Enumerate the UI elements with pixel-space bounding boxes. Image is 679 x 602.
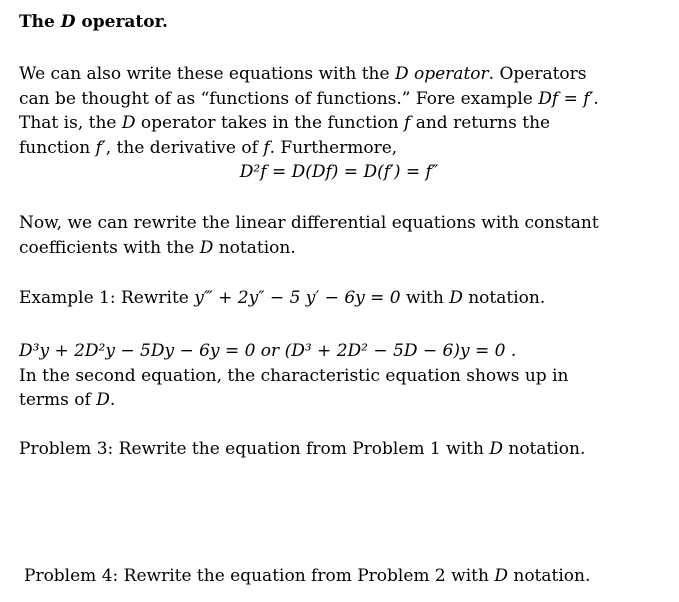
intro-line-1: We can also write these equations with the D operator. Operators <box>19 64 587 84</box>
problem-3: Problem 3: Rewrite the equation from Problem 1 with D notation. <box>19 439 586 459</box>
problem-4: Problem 4: Rewrite the equation from Problem 2 with D notation. <box>24 566 591 586</box>
answer-equation: D³y + 2D²y − 5Dy − 6y = 0 or (D³ + 2D² − 5D − 6)y = 0 . <box>19 341 517 361</box>
notation-paragraph <box>19 211 669 260</box>
answer-line-2: In the second equation, the characteristic equation shows up in <box>19 365 569 386</box>
example-1-answer <box>19 339 669 413</box>
notation-line-2: coefficients with the D notation. <box>19 237 296 258</box>
intro-line-4: function f′, the derivative of f. Furthermore, <box>19 137 398 158</box>
d-squared-equation: D²f = D(Df) = D(f′) = f″ <box>239 162 439 182</box>
notation-line-1: Now, we can rewrite the linear differential equations with constant <box>19 213 599 233</box>
intro-line-2: can be thought of as “functions of functions.” Fore example Df = f′. <box>19 88 599 109</box>
answer-line-3: terms of D. <box>19 390 116 410</box>
section-title: The D operator. <box>19 12 168 32</box>
example-1: Example 1: Rewrite y‴ + 2y″ − 5 y′ − 6y = 0 with D notation. <box>19 288 546 308</box>
intro-paragraph <box>19 62 669 185</box>
intro-line-3: That is, the D operator takes in the function f and returns the <box>19 113 551 133</box>
